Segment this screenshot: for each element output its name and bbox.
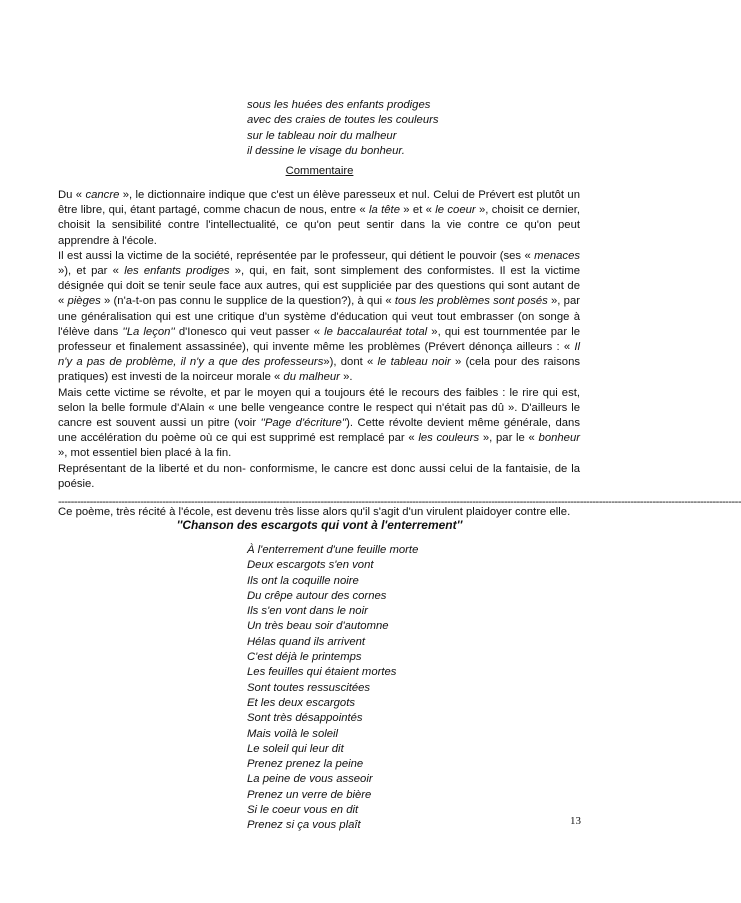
commentary-paragraph-1 [58,188,580,249]
song-line: Les feuilles qui étaient mortes [247,666,397,679]
text-run: », par une généralisation qui est une critique d'un système d'éducation qui veut tout embrasser (on songe à l'élève dans [58,295,580,338]
commentary-paragraph-3 [58,386,580,462]
text-run: », par le « [479,432,539,445]
song-title: ''Chanson des escargots qui vont à l'enterrement'' [176,518,463,532]
song-line: Le soleil qui leur dit [247,742,344,755]
poem-line: sous les huées des enfants prodiges [247,99,431,111]
page-number: 13 [570,815,581,827]
song-line: Et les deux escargots [247,696,356,709]
italic-quote: Il n'y a pas de problème, il n'y a que des professeurs [58,341,580,369]
text-run: ». [339,371,353,384]
text-run: », qui est tournmentée par le professeur et finalement assassinée), qui invente même les problèmes (Prévert dénonça ailleurs : « [58,325,581,354]
text-run: », mot essentiel bien placé à la fin. [58,447,232,460]
italic-quote: tous les problèmes sont posés [394,295,548,308]
text-run: Il est aussi la victime de la société, représentée par le professeur, qui détient le pouvoir (ses « [58,249,535,262]
text-run: »), dont « [323,356,378,369]
song-line: Prenez un verre de bière [247,788,372,801]
italic-quote: ''La leçon'' [122,325,175,338]
song-stanza [247,543,418,834]
italic-quote: menaces [534,249,580,262]
text-run: Du « [58,189,86,201]
italic-quote: bonheur [538,432,580,445]
poem-line: il dessine le visage du bonheur. [247,144,405,157]
commentary-paragraph-4: Représentant de la liberté et du non- conformisme, le cancre est donc aussi celui de la fantaisie, de la poésie. [58,462,580,490]
song-line: Mais voilà le soleil [247,727,339,740]
song-line: Ils ont la coquille noire [247,574,359,587]
italic-quote: le coeur [435,204,476,217]
song-line: Si le coeur vous en dit [247,804,359,817]
text-run: »), et par « [58,265,125,278]
song-line: Prenez prenez la peine [247,758,364,771]
poem-line: sur le tableau noir du malheur [247,129,397,142]
poem-ending-stanza [247,98,439,159]
song-line: Sont très désappointés [247,712,363,725]
song-line: Un très beau soir d'automne [247,620,389,633]
italic-quote: les couleurs [418,432,480,445]
commentary-paragraph-2 [58,249,580,386]
commentary-body [58,188,741,520]
text-run: » (cela pour des raisons pratiques) est investi de la noirceur morale « [58,356,580,384]
italic-quote: la tête [369,204,400,217]
song-line: La peine de vous asseoir [247,773,373,786]
song-line: C'est déjà le printemps [247,651,362,664]
song-line: Hélas quand ils arrivent [247,635,366,648]
song-line: Ils s'en vont dans le noir [247,605,368,618]
song-line: Du crêpe autour des cornes [247,589,387,602]
text-run: d'Ionesco qui veut passer « [174,325,325,338]
italic-quote: les enfants prodiges [124,265,230,278]
commentary-heading-text: Commentaire [285,165,354,177]
song-line: À l'enterrement d'une feuille morte [247,544,419,556]
italic-quote: cancre [85,189,120,201]
text-run: Mais cette victime se révolte, et par le moyen qui a toujours été le recours des faibles : le rire qui est, selon la belle formule d'Alain « une belle vengeance contre le respect qui n'était pas dû ». D'ailleurs le cancre est souvent aussi un pitre (voir [58,386,580,430]
italic-quote: le baccalauréat total [324,325,428,338]
song-line: Deux escargots s'en vont [247,559,374,572]
text-run: », qui, en fait, sont simplement des conformistes. Il est la victime désignée qui doit se tenir seule face aux autres, qui est suppliciée par des questions qui sont autant de « [58,265,580,308]
commentary-paragraph-5: Ce poème, très récité à l'école, est devenu très lisse alors qu'il s'agit d'un virulent plaidoyer contre elle. [58,506,571,519]
italic-quote: ''Page d'écriture'' [260,417,347,430]
italic-quote: pièges [67,295,101,308]
text-run: ). Cette révolte devient même générale, dans une accélération du poème où ce qui est supprimé est remplacé par « [58,417,580,445]
song-line: Sont toutes ressuscitées [247,681,371,694]
dashed-separator: ------------------------------------------------------------------------------------------------------------------------------------------------------------------------------------------------------------------------ [58,496,741,508]
text-run: », choisit ce dernier, choisit la sensibilité contre l'intellectualité, ce qu'on peut sentir dans la vie contre ce qu'on peut apprendre à l'école. [58,204,581,247]
italic-quote: du malheur [283,371,340,384]
poem-line: avec des craies de toutes les couleurs [247,114,439,127]
text-run: » (n'a-t-on pas connu le supplice de la question?), à qui « [100,295,395,308]
commentary-heading [0,165,639,177]
text-run: » et « [399,204,436,217]
text-run: », le dictionnaire indique que c'est un élève paresseux et nul. Celui de Prévert est plutôt un être libre, qui, étant partagé, comme chacun de nous, entre « [58,189,580,217]
italic-quote: le tableau noir [377,356,451,369]
song-line: Prenez si ça vous plaît [247,819,361,832]
